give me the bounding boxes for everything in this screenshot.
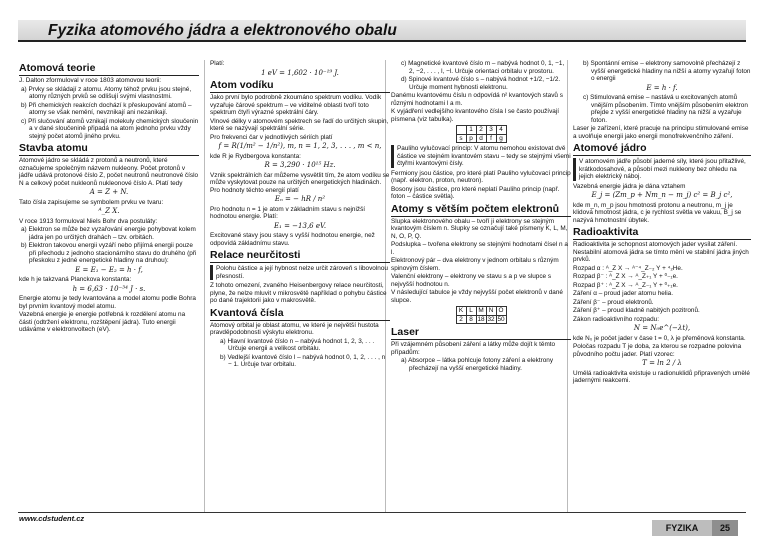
table-row	[456, 307, 506, 316]
paragraph: Vznik spektrálních čar můžeme vysvětlit tím, že atom vodíku se může vyskytovat pouze na určitých energetických hladinách. Pro hodnoty těchto energií platí	[210, 171, 390, 194]
highlight-box	[391, 145, 571, 168]
equation: f = R(1/m² − 1/n²), m, n = 1, 2, 3, . . . , m < n,	[218, 142, 382, 150]
paragraph: Vlnové délky v atomovém spektrech se řadí do určitých skupin, které se nazývají spektrální série.	[210, 117, 389, 132]
paragraph: Excitované stavy jsou stavy s vyšší hodnotou energie, než odpovídá základnímu stavu.	[210, 232, 375, 247]
table-cell: 2	[476, 126, 486, 135]
section-heading: Atom vodíku	[210, 79, 390, 93]
shell-capacity-table	[456, 306, 507, 324]
paragraph: Zákon radioaktivního rozpadu:	[573, 315, 659, 323]
paragraph: Umělá radioaktivita existuje u radionuklidů připravených umělé jadernými reakcemi.	[573, 369, 750, 384]
equation: R = 3,290 · 10¹⁵ Hz.	[264, 161, 336, 169]
list-item: b) Při chemických reakcích dochází k přeskupování atomů – atomy se však nemění, nevznikají ani nezanikají.	[21, 101, 192, 116]
table-cell: 4	[496, 126, 506, 135]
table-cell: O	[496, 307, 506, 316]
paragraph: Danému kvantovému číslu n odpovídá n² kvantových stavů s různými hodnotami l a m.	[391, 92, 563, 107]
table-cell: M	[476, 307, 486, 316]
table-cell: L	[466, 307, 476, 316]
paragraph: Podslupka – tvořena elektrony se stejnými hodnotami čísel n a l.	[391, 241, 568, 256]
table-cell: N	[486, 307, 496, 316]
paragraph: Energie atomu je tedy kvantována a model atomu podle Bohra byl prvním kvantový model atomu.	[19, 295, 196, 310]
subject-label: FYZIKA	[652, 520, 712, 536]
paragraph: V atomovém jádře působí jaderné síly, které jsou přitažlivé, krátkodosahové, a působí mezi nukleony bez ohledu na jejich elektrický náboj.	[579, 158, 746, 180]
table-cell: 8	[466, 315, 476, 324]
list-item: a) Prvky se skládají z atomu. Atomy téhož prvku jsou stejné, atomy různých prvků se odlišují svými vlastnostmi.	[21, 85, 192, 100]
list-item: d) Spinové kvantové číslo s – nabývá hodnot +1/2, −1/2. Určuje moment hybnosti elektronu.	[401, 76, 561, 91]
paragraph: V roce 1913 formuloval Niels Bohr dva postuláty:	[19, 217, 158, 225]
paragraph: Vazebná energie jádra je dána vztahem	[573, 182, 686, 190]
paragraph: K vyjádření vedlejšího kvantového čísla l se často používají písmena (viz tabulka).	[391, 108, 560, 123]
paragraph: kde N₀ je počet jader v čase t = 0, λ je přeměnová konstanta.	[573, 334, 746, 342]
section-heading: Laser	[391, 326, 571, 340]
list-item: c) Stimulovaná emise – nastává u excitovaných atomů vnějším působením. Tímto vnějším působením elektron přejde z vyšší energetické hladiny na nižší a vyzařuje foton.	[583, 94, 748, 124]
highlight-box	[573, 158, 751, 181]
table-cell: K	[456, 307, 466, 316]
paragraph: J. Dalton zformuloval v roce 1803 atomovou teorii:	[19, 77, 162, 84]
paragraph: Jako první bylo podrobně zkoumáno spektrum vodíku. Vodík vyzařuje čárové spektrum – ve viditelné oblasti tvoří toto spektrum čtyři výrazné spektrální čáry.	[210, 94, 382, 116]
page-title: Fyzika atomového jádra a elektronového obalu	[48, 22, 397, 39]
highlight-box	[210, 265, 390, 280]
decay-row: Rozpad β⁺ : ᴬ_Z X → ᴬ_Z₋₁ Y + ⁰₊₁e.	[573, 281, 678, 289]
list-item: c) Magnetické kvantové číslo m – nabývá hodnot 0, 1, −1, 2, −2, . . . , l, −l. Určuje orientaci orbitalu v prostoru.	[401, 60, 565, 75]
paragraph: Záření α – proud jader atomu helia.	[573, 290, 673, 297]
column-1	[19, 60, 199, 335]
equation: Eₙ = − hR / n²	[274, 195, 326, 203]
list-item: b) Vedlejší kvantové číslo l – nabývá hodnot 0, 1, 2, . . . , n − 1. Určuje tvar orbitalu.	[220, 353, 386, 368]
list-item: a) Hlavní kvantové číslo n – nabývá hodnot 1, 2, 3, . . . Určuje energii a velikost orbitalu.	[220, 337, 375, 352]
equation: ᴬ_Z X.	[98, 207, 120, 215]
section-heading: Radioaktivita	[573, 226, 751, 240]
equation: N = N₀e^(−λt),	[633, 324, 691, 332]
table-cell: f	[486, 134, 496, 143]
paragraph: kde R je Rydbergova konstanta:	[210, 152, 301, 160]
paragraph: kde h je takzvaná Planckova konstanta:	[19, 276, 132, 283]
footer-rule	[18, 512, 746, 513]
paragraph: Slupka elektronového obalu – tvoří ji elektrony se stejným kvantovým číslem n. Slupky se označují také písmeny K, L, M, N, O, P, Q.	[391, 217, 568, 240]
paragraph: Atomové jádro se skládá z protonů a neutronů, které označujeme společným názvem nukleony. Počet protonů v jádře udává protonové číslo Z, počet neutronů neutronové číslo N a celkový počet nukleonů nukleonové číslo A. Platí tedy	[19, 157, 199, 187]
paragraph: Radioaktivita je schopnost atomových jader vysílat záření. Nestabilní atomová jádra se tímto mění ve stabilní jádra jiných prvků.	[573, 241, 749, 263]
table-cell: 32	[487, 315, 495, 323]
equation: h = 6,63 · 10⁻³⁴ J · s.	[72, 284, 146, 293]
table-cell: g	[496, 134, 506, 143]
equation: A = Z + N.	[89, 188, 129, 196]
paragraph: Záření β⁻ – proud elektronů.	[573, 298, 654, 306]
table-row	[456, 134, 506, 143]
footer-url[interactable]: www.cdstudent.cz	[19, 514, 85, 523]
paragraph: Bosony jsou částice, pro které neplatí Pauliho princip (např. foton – částice světla).	[391, 185, 560, 200]
paragraph: Pro frekvenci čar v jednotlivých sériích platí	[210, 133, 333, 141]
paragraph: kde m_n, m_p jsou hmotnosti protonu a neutronu, m_j je klidová hmotnost jádra, c je rychlost světla ve vakuu, B_j se nazývá hmotnostní úbytek.	[573, 201, 742, 224]
table-cell: 1	[466, 126, 476, 135]
equation: E_j = (Zm_p + Nm_n − m_j) c² = B_j c²,	[591, 191, 733, 199]
column-2	[210, 60, 390, 370]
paragraph: Valenční elektrony – elektrony ve stavu s a p ve slupce s nejvyšší hodnotou n.	[391, 273, 552, 288]
paragraph: Z tohoto omezení, zvaného Heisenbergovy relace neurčitosti, plyne, že nelze mluvit v mikrosvětě například o pohybu částice po dané trajektorii jako v makrosvětě.	[210, 282, 387, 304]
paragraph: Při vzájemném působení záření a látky může dojít k těmto případům:	[391, 341, 556, 356]
table-row	[456, 315, 506, 324]
paragraph: Pro hodnotu n = 1 je atom v základním stavu s nejnižší hodnotou energie. Platí:	[210, 205, 366, 220]
paragraph: Vazebná energie je energie potřebná k rozdělení atomu na části (odtržení elektronu, rozštěpení jádra). Tuto energii udáváme v elektronvoltech (eV).	[19, 311, 186, 333]
table-cell: 50	[497, 315, 505, 323]
paragraph: Elektronový pár – dva elektrony v jednom orbitalu s různým spinovým číslem.	[391, 257, 559, 272]
list-item: c) Při slučování atomů vznikají molekuly chemických sloučenin a v dané sloučenině připadá na atom jednoho prvku vždy stejný počet atomů jiného prvku.	[21, 117, 199, 140]
page-number: 25	[712, 520, 738, 536]
table-cell	[456, 126, 466, 135]
paragraph: Atomový orbital je oblast atomu, ve které je největší hustota pravděpodobnosti výskytu elektronu.	[210, 321, 379, 336]
table-row	[456, 126, 506, 135]
table-cell: 3	[486, 126, 496, 135]
paragraph: Laser je zařízení, které pracuje na principu stimulované emise a uvolňuje energii jako energii monofrekvenčního záření.	[573, 125, 749, 140]
paragraph: Pauliho vylučovací princip: V atomu nemohou existovat dvě částice ve stejném kvantovém stavu – tedy se stejnými všemi čtyřmi kvantovými čísly.	[397, 145, 571, 167]
paragraph: Fermiony jsou částice, pro které platí Pauliho vylučovací princip (např. elektron, proton, neutron).	[391, 169, 571, 184]
paragraph: Platí:	[210, 60, 225, 67]
page-header	[18, 20, 746, 42]
decay-row: Rozpad β⁻ : ᴬ_Z X → ᴬ_Z₊₁ Y + ⁰₋₁e.	[573, 273, 678, 280]
paragraph: Polohu částice a její hybnost nelze určit zároveň s libovolnou přesností.	[216, 265, 388, 280]
equation: T = ln 2 / λ	[642, 359, 682, 367]
table-cell: 2	[456, 315, 466, 324]
l-letter-table	[456, 125, 507, 143]
section-heading: Atomové jádro	[573, 142, 751, 156]
section-heading: Kvantová čísla	[210, 307, 390, 321]
section-heading: Stavba atomu	[19, 142, 199, 156]
section-heading: Relace neurčitosti	[210, 249, 390, 263]
column-divider	[204, 60, 205, 513]
table-cell: 18	[477, 315, 485, 323]
section-heading: Atomová teorie	[19, 62, 199, 76]
paragraph: V následující tabulce je vždy nejvyšší počet elektronů v dané slupce.	[391, 289, 563, 304]
list-item: a) Absorpce – látka pohlcuje fotony záření a elektrony přecházejí na vyšší energetické hladiny.	[401, 357, 554, 372]
table-cell: d	[476, 134, 486, 143]
section-heading: Atomy s větším počtem elektronů	[391, 203, 571, 217]
list-item: a) Elektron se může bez vyzařování energie pohybovat kolem jádra jen po určitých drahách – tzv. orbitách.	[21, 226, 196, 241]
column-4	[573, 60, 751, 386]
paragraph: Tato čísla zapisujeme se symbolem prvku ve tvaru:	[19, 198, 164, 206]
paragraph: Záření β⁺ – proud kladně nabitých pozitronů.	[573, 307, 700, 314]
decay-row: Rozpad α : ᴬ_Z X → ᴬ⁻⁴_Z₋₂ Y + ⁴₂He.	[573, 264, 683, 272]
table-cell: s	[456, 134, 466, 143]
equation: E = E₁ − E₂ = h · f,	[75, 265, 143, 274]
column-3	[391, 60, 571, 373]
equation: 1 eV = 1,602 · 10⁻¹⁹ J.	[261, 68, 339, 77]
equation: E₁ = −13,6 eV.	[273, 221, 327, 230]
table-cell: p	[466, 134, 476, 143]
list-item: b) Elektron takovou energii vyzáří nebo přijímá energii pouze při přechodu z jednoho stacionárního stavu do druhého (při přeskoku z jedné energetické hladiny na druhou):	[21, 242, 197, 264]
list-item: b) Spontánní emise – elektrony samovolně přecházejí z vyšší energetické hladiny na nižší a atomy vyzařují foton o energii	[583, 60, 751, 82]
paragraph: Poločas rozpadu T je doba, za kterou se rozpadne polovina původního počtu jader. Platí vzorec:	[573, 343, 742, 358]
equation: E = h · f.	[646, 83, 678, 92]
